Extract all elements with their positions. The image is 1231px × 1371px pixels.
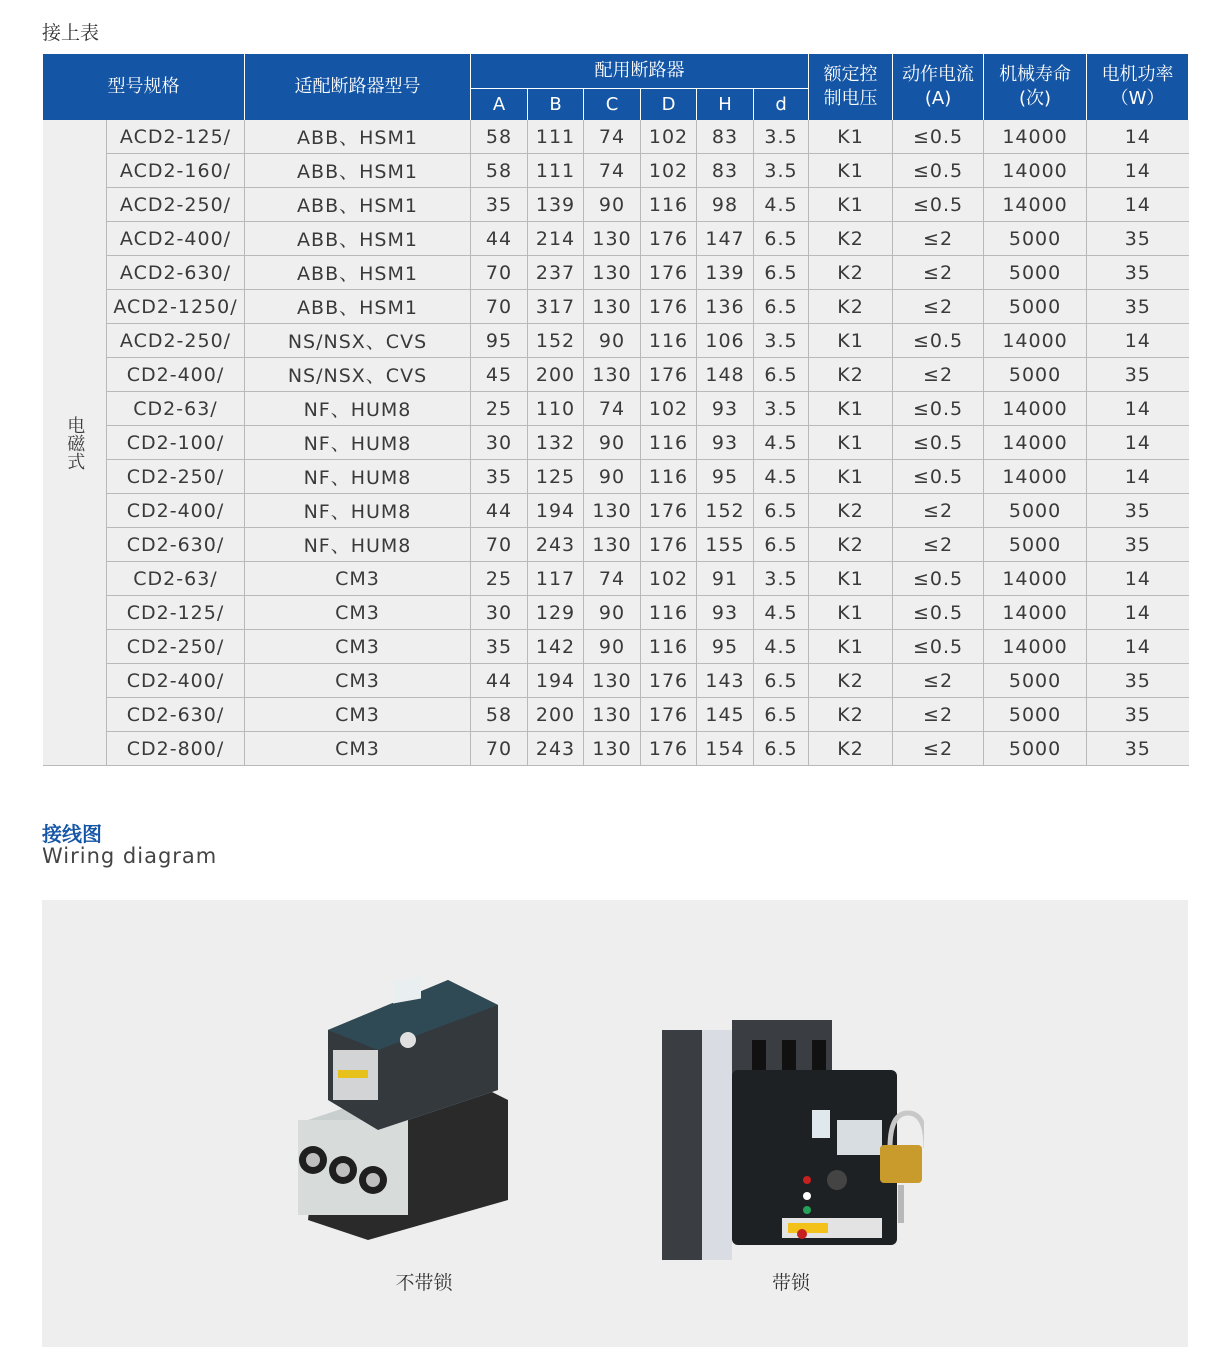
table-cell: 5000 bbox=[984, 256, 1087, 290]
table-cell: ≤2 bbox=[893, 358, 984, 392]
table-row bbox=[43, 154, 1189, 188]
table-cell: NF、HUM8 bbox=[245, 528, 471, 562]
table-cell: ≤2 bbox=[893, 698, 984, 732]
table-cell: 70 bbox=[471, 732, 528, 766]
table-cell: 14000 bbox=[984, 460, 1087, 494]
table-cell: 176 bbox=[641, 528, 697, 562]
table-cell: 194 bbox=[528, 664, 584, 698]
table-cell: ≤2 bbox=[893, 528, 984, 562]
table-cell: 74 bbox=[584, 562, 641, 596]
table-cell: 214 bbox=[528, 222, 584, 256]
table-cell: K2 bbox=[809, 222, 893, 256]
table-cell: 3.5 bbox=[754, 562, 809, 596]
table-cell: 14 bbox=[1087, 562, 1189, 596]
table-cell: 14000 bbox=[984, 630, 1087, 664]
table-cell: 95 bbox=[697, 630, 754, 664]
table-cell: CD2-250/ bbox=[107, 460, 245, 494]
table-cell: 200 bbox=[528, 698, 584, 732]
table-cell: ≤2 bbox=[893, 256, 984, 290]
table-cell: 5000 bbox=[984, 358, 1087, 392]
table-cell: 90 bbox=[584, 630, 641, 664]
table-row bbox=[43, 426, 1189, 460]
table-cell: 154 bbox=[697, 732, 754, 766]
table-cell: 155 bbox=[697, 528, 754, 562]
table-cell: CD2-63/ bbox=[107, 392, 245, 426]
table-cell: 148 bbox=[697, 358, 754, 392]
table-cell: 90 bbox=[584, 596, 641, 630]
table-cell: ACD2-250/ bbox=[107, 188, 245, 222]
table-row bbox=[43, 698, 1189, 732]
table-cell: 116 bbox=[641, 188, 697, 222]
table-cell: K1 bbox=[809, 562, 893, 596]
table-cell: 6.5 bbox=[754, 222, 809, 256]
table-cell: 176 bbox=[641, 290, 697, 324]
table-cell: 143 bbox=[697, 664, 754, 698]
table-cell: K1 bbox=[809, 426, 893, 460]
table-cell: 130 bbox=[584, 358, 641, 392]
table-cell: 130 bbox=[584, 528, 641, 562]
table-cell: ACD2-125/ bbox=[107, 120, 245, 154]
spec-table bbox=[42, 54, 1189, 766]
table-cell: 95 bbox=[697, 460, 754, 494]
table-cell: 14000 bbox=[984, 154, 1087, 188]
table-cell: 44 bbox=[471, 222, 528, 256]
table-cell: 25 bbox=[471, 392, 528, 426]
table-cell: CD2-630/ bbox=[107, 698, 245, 732]
table-cell: 6.5 bbox=[754, 358, 809, 392]
table-cell: 102 bbox=[641, 392, 697, 426]
header-model: 型号规格 bbox=[43, 54, 245, 120]
table-cell: 35 bbox=[1087, 698, 1189, 732]
table-cell: 45 bbox=[471, 358, 528, 392]
table-cell: 14 bbox=[1087, 120, 1189, 154]
table-cell: CD2-125/ bbox=[107, 596, 245, 630]
table-cell: 176 bbox=[641, 698, 697, 732]
table-cell: CD2-250/ bbox=[107, 630, 245, 664]
table-cell: 35 bbox=[1087, 290, 1189, 324]
table-cell: 106 bbox=[697, 324, 754, 358]
table-cell: ≤2 bbox=[893, 664, 984, 698]
table-cell: ≤0.5 bbox=[893, 154, 984, 188]
table-cell: 14 bbox=[1087, 426, 1189, 460]
header-dim-h: H bbox=[697, 89, 754, 121]
table-cell: 95 bbox=[471, 324, 528, 358]
table-cell: 14 bbox=[1087, 154, 1189, 188]
table-cell: 194 bbox=[528, 494, 584, 528]
table-row bbox=[43, 562, 1189, 596]
table-cell: 90 bbox=[584, 460, 641, 494]
table-cell: CD2-400/ bbox=[107, 664, 245, 698]
table-cell: 6.5 bbox=[754, 256, 809, 290]
header-power: 电机功率 （W） bbox=[1087, 54, 1189, 120]
table-cell: 3.5 bbox=[754, 392, 809, 426]
table-cell: 142 bbox=[528, 630, 584, 664]
table-cell: 5000 bbox=[984, 732, 1087, 766]
table-cell: 6.5 bbox=[754, 698, 809, 732]
table-cell: 14000 bbox=[984, 120, 1087, 154]
header-breaker-model: 适配断路器型号 bbox=[245, 54, 471, 120]
table-cell: 176 bbox=[641, 732, 697, 766]
breaker-operator-photo bbox=[288, 970, 560, 1242]
table-cell: 35 bbox=[1087, 732, 1189, 766]
table-cell: 74 bbox=[584, 392, 641, 426]
table-cell: 14000 bbox=[984, 324, 1087, 358]
table-cell: 130 bbox=[584, 256, 641, 290]
continued-label: 接上表 bbox=[42, 22, 100, 44]
table-cell: 130 bbox=[584, 290, 641, 324]
table-cell: 14 bbox=[1087, 460, 1189, 494]
table-cell: 35 bbox=[471, 460, 528, 494]
table-cell: ≤0.5 bbox=[893, 324, 984, 358]
product-caption-no-lock: 不带锁 bbox=[395, 1272, 453, 1294]
table-cell: 116 bbox=[641, 630, 697, 664]
table-cell: 35 bbox=[1087, 222, 1189, 256]
category-cell: 电磁式 bbox=[43, 120, 107, 766]
table-cell: ABB、HSM1 bbox=[245, 222, 471, 256]
table-cell: 4.5 bbox=[754, 596, 809, 630]
table-row bbox=[43, 494, 1189, 528]
table-cell: 83 bbox=[697, 120, 754, 154]
table-cell: 4.5 bbox=[754, 460, 809, 494]
table-cell: 93 bbox=[697, 392, 754, 426]
table-cell: CM3 bbox=[245, 562, 471, 596]
table-row bbox=[43, 392, 1189, 426]
table-cell: 58 bbox=[471, 154, 528, 188]
table-cell: 176 bbox=[641, 494, 697, 528]
table-cell: 4.5 bbox=[754, 426, 809, 460]
table-cell: K2 bbox=[809, 664, 893, 698]
table-cell: CD2-400/ bbox=[107, 358, 245, 392]
table-cell: ABB、HSM1 bbox=[245, 256, 471, 290]
table-cell: 130 bbox=[584, 732, 641, 766]
table-cell: NS/NSX、CVS bbox=[245, 324, 471, 358]
table-cell: 90 bbox=[584, 188, 641, 222]
header-dim-c: C bbox=[584, 89, 641, 121]
table-cell: 4.5 bbox=[754, 188, 809, 222]
header-dim-b: B bbox=[528, 89, 584, 121]
table-cell: 35 bbox=[1087, 256, 1189, 290]
table-cell: 5000 bbox=[984, 222, 1087, 256]
table-cell: K1 bbox=[809, 596, 893, 630]
table-row bbox=[43, 630, 1189, 664]
table-cell: ≤0.5 bbox=[893, 596, 984, 630]
table-cell: ACD2-630/ bbox=[107, 256, 245, 290]
table-cell: 14000 bbox=[984, 562, 1087, 596]
table-cell: 6.5 bbox=[754, 494, 809, 528]
table-cell: 90 bbox=[584, 426, 641, 460]
table-cell: ≤0.5 bbox=[893, 392, 984, 426]
table-cell: K1 bbox=[809, 188, 893, 222]
table-row bbox=[43, 732, 1189, 766]
table-cell: 74 bbox=[584, 154, 641, 188]
table-cell: 176 bbox=[641, 358, 697, 392]
breaker-operator-with-padlock-photo bbox=[662, 1020, 924, 1260]
table-cell: CD2-63/ bbox=[107, 562, 245, 596]
table-cell: K1 bbox=[809, 392, 893, 426]
table-cell: 14000 bbox=[984, 596, 1087, 630]
table-cell: CM3 bbox=[245, 732, 471, 766]
table-cell: 139 bbox=[528, 188, 584, 222]
table-cell: 243 bbox=[528, 528, 584, 562]
table-cell: 30 bbox=[471, 426, 528, 460]
table-cell: 74 bbox=[584, 120, 641, 154]
table-cell: CM3 bbox=[245, 698, 471, 732]
table-cell: 14 bbox=[1087, 392, 1189, 426]
table-cell: ≤0.5 bbox=[893, 188, 984, 222]
table-cell: 98 bbox=[697, 188, 754, 222]
table-cell: 102 bbox=[641, 562, 697, 596]
table-row bbox=[43, 358, 1189, 392]
table-cell: 6.5 bbox=[754, 732, 809, 766]
table-cell: 35 bbox=[471, 188, 528, 222]
table-cell: 152 bbox=[528, 324, 584, 358]
table-cell: 35 bbox=[1087, 494, 1189, 528]
table-cell: 125 bbox=[528, 460, 584, 494]
table-cell: 90 bbox=[584, 324, 641, 358]
table-cell: ≤0.5 bbox=[893, 120, 984, 154]
table-cell: 129 bbox=[528, 596, 584, 630]
table-cell: NF、HUM8 bbox=[245, 392, 471, 426]
table-cell: K2 bbox=[809, 290, 893, 324]
table-cell: ≤2 bbox=[893, 494, 984, 528]
table-cell: 91 bbox=[697, 562, 754, 596]
table-cell: 14 bbox=[1087, 324, 1189, 358]
table-cell: K2 bbox=[809, 494, 893, 528]
table-cell: 111 bbox=[528, 154, 584, 188]
table-cell: ACD2-250/ bbox=[107, 324, 245, 358]
header-life: 机械寿命 (次) bbox=[984, 54, 1087, 120]
photo-panel bbox=[42, 900, 1188, 1347]
table-cell: ≤0.5 bbox=[893, 562, 984, 596]
table-cell: 102 bbox=[641, 154, 697, 188]
table-cell: 147 bbox=[697, 222, 754, 256]
table-cell: K1 bbox=[809, 324, 893, 358]
table-cell: ≤0.5 bbox=[893, 460, 984, 494]
table-cell: 14 bbox=[1087, 596, 1189, 630]
table-cell: 116 bbox=[641, 596, 697, 630]
table-cell: CM3 bbox=[245, 630, 471, 664]
table-cell: 3.5 bbox=[754, 324, 809, 358]
table-cell: ≤2 bbox=[893, 222, 984, 256]
header-current: 动作电流 (A) bbox=[893, 54, 984, 120]
table-cell: ≤0.5 bbox=[893, 630, 984, 664]
table-cell: K2 bbox=[809, 256, 893, 290]
table-cell: 145 bbox=[697, 698, 754, 732]
table-cell: 35 bbox=[471, 630, 528, 664]
table-cell: 152 bbox=[697, 494, 754, 528]
table-cell: ≤0.5 bbox=[893, 426, 984, 460]
table-cell: 5000 bbox=[984, 664, 1087, 698]
table-cell: ≤2 bbox=[893, 290, 984, 324]
table-cell: 30 bbox=[471, 596, 528, 630]
table-cell: CD2-630/ bbox=[107, 528, 245, 562]
table-cell: CD2-800/ bbox=[107, 732, 245, 766]
table-cell: 6.5 bbox=[754, 528, 809, 562]
table-cell: 93 bbox=[697, 596, 754, 630]
table-cell: 130 bbox=[584, 222, 641, 256]
table-cell: 130 bbox=[584, 494, 641, 528]
section-subtitle: Wiring diagram bbox=[42, 844, 218, 868]
header-breaker-group: 配用断路器 bbox=[471, 54, 809, 89]
table-cell: K2 bbox=[809, 732, 893, 766]
table-cell: ACD2-1250/ bbox=[107, 290, 245, 324]
table-cell: 83 bbox=[697, 154, 754, 188]
table-cell: K2 bbox=[809, 698, 893, 732]
table-cell: ABB、HSM1 bbox=[245, 188, 471, 222]
table-row bbox=[43, 664, 1189, 698]
table-cell: K2 bbox=[809, 358, 893, 392]
table-row bbox=[43, 460, 1189, 494]
table-cell: 93 bbox=[697, 426, 754, 460]
table-cell: 130 bbox=[584, 698, 641, 732]
table-cell: K1 bbox=[809, 630, 893, 664]
table-cell: 6.5 bbox=[754, 290, 809, 324]
product-caption-with-lock: 带锁 bbox=[771, 1272, 810, 1294]
table-cell: 4.5 bbox=[754, 630, 809, 664]
table-cell: K1 bbox=[809, 460, 893, 494]
table-cell: 116 bbox=[641, 426, 697, 460]
table-cell: 176 bbox=[641, 222, 697, 256]
table-cell: 5000 bbox=[984, 290, 1087, 324]
table-cell: NS/NSX、CVS bbox=[245, 358, 471, 392]
table-cell: 44 bbox=[471, 494, 528, 528]
table-cell: 5000 bbox=[984, 528, 1087, 562]
table-cell: 25 bbox=[471, 562, 528, 596]
table-cell: 116 bbox=[641, 460, 697, 494]
table-cell: K1 bbox=[809, 120, 893, 154]
table-cell: 5000 bbox=[984, 698, 1087, 732]
table-row bbox=[43, 256, 1189, 290]
table-cell: ≤2 bbox=[893, 732, 984, 766]
table-cell: 5000 bbox=[984, 494, 1087, 528]
header-dim-d-small: d bbox=[754, 89, 809, 121]
header-dim-a: A bbox=[471, 89, 528, 121]
table-cell: 70 bbox=[471, 256, 528, 290]
table-cell: CM3 bbox=[245, 596, 471, 630]
table-cell: 176 bbox=[641, 664, 697, 698]
section-title: 接线图 bbox=[42, 822, 102, 846]
table-cell: 136 bbox=[697, 290, 754, 324]
table-cell: K1 bbox=[809, 154, 893, 188]
table-cell: CD2-100/ bbox=[107, 426, 245, 460]
table-cell: ACD2-160/ bbox=[107, 154, 245, 188]
table-cell: 14 bbox=[1087, 188, 1189, 222]
table-cell: 139 bbox=[697, 256, 754, 290]
table-cell: ACD2-400/ bbox=[107, 222, 245, 256]
table-cell: 117 bbox=[528, 562, 584, 596]
table-cell: 176 bbox=[641, 256, 697, 290]
table-cell: 70 bbox=[471, 290, 528, 324]
table-cell: NF、HUM8 bbox=[245, 426, 471, 460]
table-cell: 35 bbox=[1087, 664, 1189, 698]
table-cell: 14000 bbox=[984, 426, 1087, 460]
table-row bbox=[43, 324, 1189, 358]
header-voltage: 额定控 制电压 bbox=[809, 54, 893, 120]
table-cell: 14 bbox=[1087, 630, 1189, 664]
table-row bbox=[43, 596, 1189, 630]
table-cell: 58 bbox=[471, 698, 528, 732]
table-cell: 110 bbox=[528, 392, 584, 426]
table-cell: 35 bbox=[1087, 528, 1189, 562]
table-cell: 130 bbox=[584, 664, 641, 698]
header-dim-d: D bbox=[641, 89, 697, 121]
table-cell: 237 bbox=[528, 256, 584, 290]
table-row bbox=[43, 222, 1189, 256]
table-cell: 317 bbox=[528, 290, 584, 324]
table-cell: 35 bbox=[1087, 358, 1189, 392]
table-cell: 58 bbox=[471, 120, 528, 154]
table-cell: 116 bbox=[641, 324, 697, 358]
table-cell: 111 bbox=[528, 120, 584, 154]
table-cell: CM3 bbox=[245, 664, 471, 698]
table-cell: ABB、HSM1 bbox=[245, 154, 471, 188]
table-cell: 44 bbox=[471, 664, 528, 698]
table-cell: CD2-400/ bbox=[107, 494, 245, 528]
table-cell: 243 bbox=[528, 732, 584, 766]
table-cell: 6.5 bbox=[754, 664, 809, 698]
table-cell: NF、HUM8 bbox=[245, 460, 471, 494]
table-cell: NF、HUM8 bbox=[245, 494, 471, 528]
table-body bbox=[43, 120, 1189, 766]
table-cell: 132 bbox=[528, 426, 584, 460]
table-cell: 102 bbox=[641, 120, 697, 154]
table-row bbox=[43, 528, 1189, 562]
table-cell: 70 bbox=[471, 528, 528, 562]
table-row bbox=[43, 120, 1189, 154]
table-cell: ABB、HSM1 bbox=[245, 120, 471, 154]
table-row bbox=[43, 188, 1189, 222]
table-cell: 14000 bbox=[984, 392, 1087, 426]
table-cell: 3.5 bbox=[754, 154, 809, 188]
table-cell: 3.5 bbox=[754, 120, 809, 154]
table-cell: 200 bbox=[528, 358, 584, 392]
table-cell: 14000 bbox=[984, 188, 1087, 222]
table-row bbox=[43, 290, 1189, 324]
table-cell: ABB、HSM1 bbox=[245, 290, 471, 324]
table-cell: K2 bbox=[809, 528, 893, 562]
